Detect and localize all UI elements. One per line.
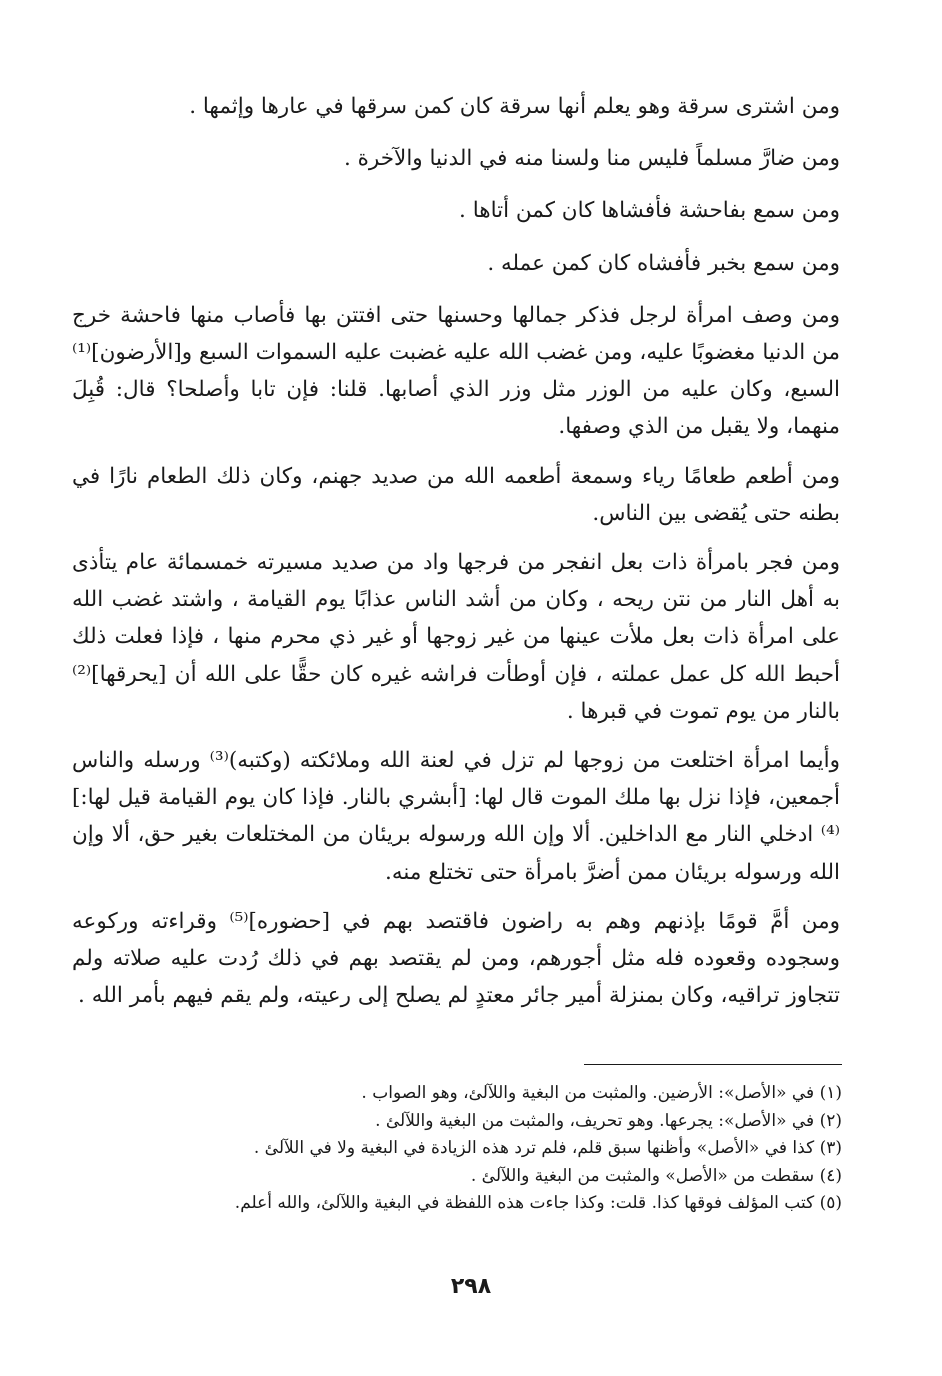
footnote-divider — [584, 1064, 842, 1065]
paragraph-6: ومن أطعم طعامًا رياء وسمعة أطعمه الله من صديد جهنم، وكان ذلك الطعام نارًا في بطنه حتى يُقضى بين الناس. — [72, 463, 840, 526]
paragraph-3: ومن سمع بفاحشة فأفشاها كان كمن أتاها . — [459, 198, 840, 224]
paragraph-7: ومن فجر بامرأة ذات بعل انفجر من فرجها واد من صديد مسيرته خمسمائة عام يتأذى به أهل النار من نتن ريحه ، وكان من أشد الناس عذابًا يوم القيامة ، واشتد غضب الله على امرأة ذات بعل ملأت عينها من غير زوجها أو غير ذي محرم منها ، فإذا فعلت ذلك أحبط الله كل عمل عملته ، فإن أوطأت فراشه غيره كان حقًّا على الله أن [يحرقها]⁽²⁾ بالنار من يوم تموت في قبرها . — [72, 550, 840, 724]
paragraph-9: ومن أمَّ قومًا بإذنهم وهم به راضون فاقتصد بهم في [حضوره]⁽⁵⁾ وقراءته وركوعه وسجوده وقعوده فله مثل أجورهم، ومن لم يقتصد بهم في ذلك رُدت عليه صلاته ولم تتجاوز تراقيه، وكان بمنزلة أمير جائر معتدٍ لم يصلح إلى رعيته، ولم يقم فيهم بأمر الله . — [72, 908, 840, 1009]
main-text — [72, 88, 840, 1026]
footnote-2: (٢) في «الأصل»: يجرعها. وهو تحريف، والمثبت من البغية واللآلئ . — [375, 1110, 842, 1131]
footnotes — [100, 1080, 842, 1218]
paragraph-1: ومن اشترى سرقة وهو يعلم أنها سرقة كان كمن سرقها في عارها وإثمها . — [189, 94, 840, 119]
footnote-1: (١) في «الأصل»: الأرضين. والمثبت من البغية واللآلئ، وهو الصواب . — [361, 1083, 842, 1103]
paragraph-4: ومن سمع بخبر فأفشاه كان كمن عمله . — [487, 250, 840, 276]
paragraph-2: ومن ضارَّ مسلماً فليس منا ولسنا منه في الدنيا والآخرة . — [343, 146, 840, 172]
footnote-3: (٣) كذا في «الأصل» وأظنها سبق قلم، فلم ترد هذه الزيادة في البغية ولا في اللآلئ . — [253, 1138, 842, 1158]
paragraph-8: وأيما امرأة اختلعت من زوجها لم تزل في لعنة الله وملائكته (وكتبه)⁽³⁾ ورسله والناس أجمعين، فإذا نزل بها ملك الموت قال لها: [أبشري بالنار. فإذا كان يوم القيامة قيل لها:]⁽⁴⁾ ادخلي النار مع الداخلين. ألا وإن الله ورسوله بريئان من المختلعات بغير حق، ألا وإن الله ورسوله بريئان ممن أضرَّ بامرأة حتى تختلع منه. — [72, 748, 840, 885]
footnote-4: (٤) سقطت من «الأصل» والمثبت من البغية واللآلئ . — [470, 1165, 842, 1186]
paragraph-5: ومن وصف امرأة لرجل فذكر جمالها وحسنها حتى افتتن بها فأصاب منها فاحشة خرج من الدنيا مغضوبًا عليه، ومن غضب الله عليه غضبت عليه السموات السبع و[الأرضون]⁽¹⁾ السبع، وكان عليه من الوزر مثل وزر الذي أصابها. قلنا: فإن تابا وأصلحا؟ قال: قُبِلَ منهما، ولا يقبل من الذي وصفها. — [72, 302, 840, 440]
footnote-5: (٥) كتب المؤلف فوقها كذا. قلت: وكذا جاءت هذه اللفظة في البغية واللآلئ، والله أعلم. — [234, 1193, 842, 1213]
page-number: ٢٩٨ — [450, 1274, 492, 1299]
